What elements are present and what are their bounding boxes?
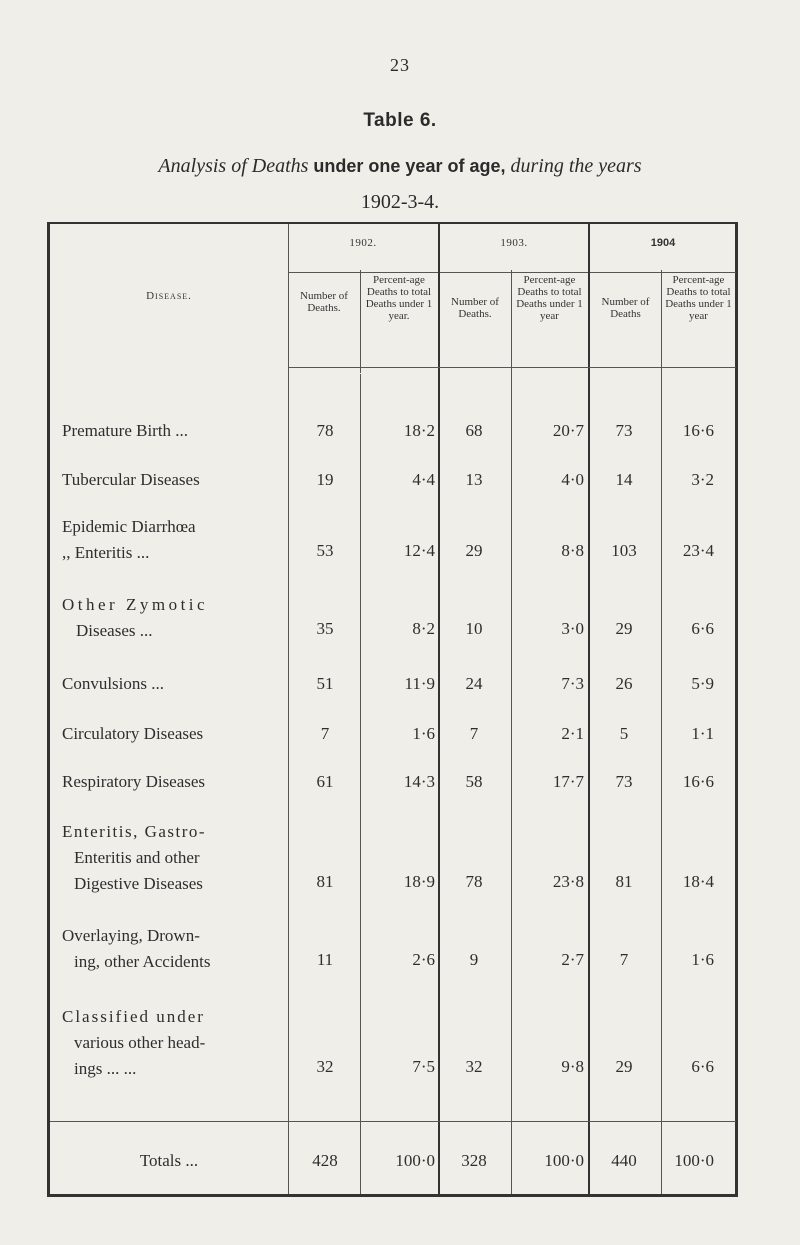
percent-1903: 8·8: [561, 541, 584, 560]
deaths-1904: 14: [615, 470, 633, 489]
percent-1904: 23·4: [682, 541, 714, 560]
table-title: Table 6.: [363, 110, 437, 131]
percent-1903: 20·7: [552, 421, 584, 440]
percent-1904: 6·6: [691, 1057, 714, 1076]
deaths-1903: 32: [465, 1057, 483, 1076]
header-year-1904: 1904: [650, 237, 676, 249]
deaths-1902: 61: [316, 772, 334, 791]
percent-1902: 12·4: [403, 541, 435, 560]
disease-name: Convulsions ...: [62, 674, 165, 693]
subtitle-part2: under one year of age,: [313, 156, 506, 176]
disease-name: Enteritis, Gastro- Enteritis and other Digestive Diseases: [62, 822, 207, 893]
deaths-1904: 73: [615, 772, 633, 791]
deaths-1902: 35: [316, 619, 334, 638]
deaths-1902: 32: [316, 1057, 334, 1076]
deaths-1902: 7: [320, 724, 330, 743]
deaths-1904: 81: [615, 872, 633, 891]
deaths-1902: 81: [316, 872, 334, 891]
total-deaths-1903: 328: [461, 1151, 487, 1170]
percent-1902: 11·9: [404, 674, 435, 693]
percent-1902: 14·3: [403, 772, 435, 791]
percent-1903: 9·8: [561, 1057, 584, 1076]
percent-1904: 5·9: [691, 674, 714, 693]
page-number: 23: [390, 55, 410, 75]
header-year-1903: 1903.: [500, 237, 528, 249]
subtitle-part3: during the years: [510, 155, 642, 177]
header-rule: [440, 272, 588, 273]
deaths-1904: 29: [615, 619, 633, 638]
percent-1904: 16·6: [682, 421, 714, 440]
disease-name: Classified under various other head- ings ... ...: [62, 1007, 206, 1078]
deaths-1903: 68: [465, 421, 483, 440]
percent-1904: 3·2: [691, 470, 714, 489]
percent-1902: 18·9: [403, 872, 435, 891]
header-year-1902: 1902.: [349, 237, 377, 249]
subtitle-part1: Analysis of Deaths: [158, 155, 309, 177]
percent-1904: 1·6: [691, 950, 714, 969]
col-rule: [588, 224, 590, 1194]
deaths-1902: 51: [316, 674, 334, 693]
disease-name: Overlaying, Drown- ing, other Accidents: [62, 926, 211, 971]
deaths-1903: 10: [465, 619, 483, 638]
total-deaths-1904: 440: [611, 1151, 637, 1170]
deaths-1904: 26: [615, 674, 633, 693]
deaths-1904: 5: [619, 724, 629, 743]
deaths-1902: 11: [316, 950, 334, 969]
deaths-1903: 24: [465, 674, 483, 693]
total-percent-1904: 100·0: [674, 1151, 714, 1170]
header-number-deaths-1904: Number of Deaths: [601, 296, 650, 320]
percent-1902: 2·6: [412, 950, 435, 969]
deaths-1902: 53: [316, 541, 334, 560]
header-rule: [288, 272, 438, 273]
deaths-1904: 29: [615, 1057, 633, 1076]
deaths-1903: 7: [469, 724, 479, 743]
percent-1903: 7·3: [561, 674, 584, 693]
deaths-1903: 58: [465, 772, 483, 791]
percent-1903: 3·0: [561, 619, 584, 638]
percent-1904: 1·1: [691, 724, 714, 743]
disease-name: Tubercular Diseases: [62, 470, 200, 489]
deaths-1904: 7: [619, 950, 629, 969]
deaths-1902: 19: [316, 470, 334, 489]
disease-name: Epidemic Diarrhœa ,, Enteritis ...: [62, 517, 196, 562]
header-number-deaths-1902: Number of Deaths.: [300, 290, 348, 314]
percent-1903: 4·0: [561, 470, 584, 489]
percent-1902: 4·4: [412, 470, 435, 489]
percent-1904: 16·6: [682, 772, 714, 791]
deaths-1903: 9: [469, 950, 479, 969]
percent-1903: 17·7: [552, 772, 584, 791]
percent-1904: 6·6: [691, 619, 714, 638]
deaths-1903: 13: [465, 470, 483, 489]
percent-1902: 8·2: [412, 619, 435, 638]
col-rule: [288, 224, 289, 1194]
percent-1904: 18·4: [682, 872, 714, 891]
col-rule: [438, 224, 440, 1194]
percent-1903: 2·7: [561, 950, 584, 969]
percent-1902: 18·2: [403, 421, 435, 440]
disease-name: Circulatory Diseases: [62, 724, 204, 743]
disease-name: Respiratory Diseases: [62, 772, 206, 791]
deaths-1903: 78: [465, 872, 483, 891]
totals-rule: [50, 1121, 736, 1122]
header-percent-1904: Percent-age Deaths to total Deaths under 1 year: [665, 274, 732, 322]
disease-name: Premature Birth ...: [62, 421, 189, 440]
header-disease: Disease.: [146, 290, 192, 302]
total-deaths-1902: 428: [312, 1151, 338, 1170]
deaths-1904: 103: [611, 541, 637, 560]
total-percent-1903: 100·0: [544, 1151, 584, 1170]
deaths-1902: 78: [316, 421, 334, 440]
percent-1902: 7·5: [412, 1057, 435, 1076]
header-percent-1903: Percent-age Deaths to total Deaths under 1 year: [516, 274, 583, 322]
totals-label: Totals ...: [139, 1151, 199, 1170]
header-bottom-rule: [288, 367, 736, 368]
header-rule: [590, 272, 736, 273]
percent-1903: 23·8: [552, 872, 584, 891]
percent-1903: 2·1: [561, 724, 584, 743]
disease-name: Other Zymotic Diseases ...: [62, 595, 209, 640]
table-subtitle: [0, 148, 800, 220]
total-percent-1902: 100·0: [395, 1151, 435, 1170]
percent-1902: 1·6: [412, 724, 435, 743]
deaths-1903: 29: [465, 541, 483, 560]
header-number-deaths-1903: Number of Deaths.: [451, 296, 499, 320]
subtitle-line2: 1902-3-4.: [360, 191, 440, 213]
deaths-1904: 73: [615, 421, 633, 440]
deaths-table: [47, 222, 738, 1197]
header-percent-1902: Percent-age Deaths to total Deaths under 1 year.: [365, 274, 433, 322]
